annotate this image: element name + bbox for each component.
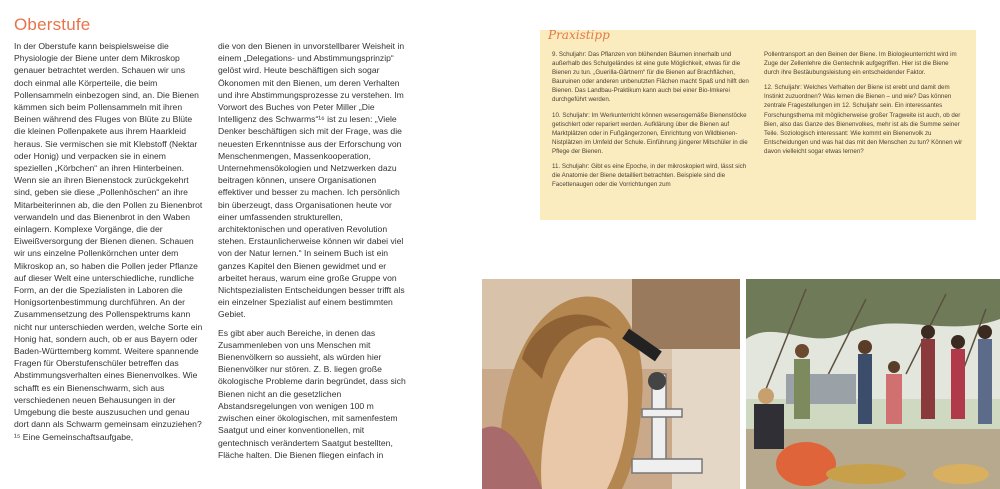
tip-column-2 bbox=[764, 50, 964, 162]
practice-tip-box bbox=[540, 30, 976, 220]
tip-paragraph: 10. Schuljahr: Im Werkunterricht können wesensgemäße Bienenstöcke getischlert oder repariert werden. Aufklärung über die Bienen auf Marktplätzen oder in Fußgängerzonen, Einrichtung von Wildbienen-Nistplätzen im Umfeld der Schule. Einführung jüngerer Mitschüler in die Pflege der Bienen. bbox=[552, 111, 748, 155]
tip-column-1 bbox=[552, 50, 752, 195]
paragraph: In der Oberstufe kann beispielsweise die Physiologie der Biene unter dem Mikroskop genauer betrachtet werden. Schauen wir uns doch einmal alle Körperteile, die beim Pollensammeln einbezogen sind, an. Die Bienen kämmen sich beim Pollensammeln mit ihren Beinen während des Fluges von Blüte zu Blüte die kleinen Pollenpakete aus ihrem Haarkleid heraus. Sie vermischen sie mit Klebstoff (Nektar oder Honig) und verpacken sie in einem speziellen „Körbchen“ an ihren Hinterbeinen. Wenn sie an ihren Bienenstock zurückgekehrt sind, geben sie diese „Pollenhöschen“ an ihre Mitarbeiterinnen ab, die den Pollen zu Bienenbrot verwandeln und das Bienenbrot in den Waben einlagern. Komplexe Vorgänge, die der Eiweißversorgung der Bienen dienen. Schauen wir uns einzelne Pollenkörnchen unter dem Mikroskop an, so haben die Pollen jeder Pflanze auf dieser Welt eine unterschiedliche, rundliche Form, an der die Spezialisten in Laboren die Honigsortenbestimmung durchführen. An der Zusammensetzung des Pollenspektrums kann nicht nur unterschieden werden, welche Sorte ein Honig hat, sondern auch, ob er aus Bayern oder Baden-Württemberg kommt. Weitere spannende Fragen für Oberstufenschüler betreffen das Abstimmungsverhalten eines Bienenvolkes. Wie schafft es ein Bienenschwarm, sich aus verschiedenen neuen Behausungen in der Umgebung die beste auszusuchen und genau dort dann als Schwarm gemeinsam einzuziehen?¹⁵ Eine Gemeinschaftsaufgabe, bbox=[14, 41, 203, 442]
text-column-1 bbox=[14, 40, 204, 449]
tip-paragraph: Pollentransport an den Beinen der Biene. Im Biologieunterricht wird im Zuge der Zellenlehre die Gentechnik aufgegriffen. Hier ist die Biene durch ihre Bestäubungsleistung ein entscheidender Faktor. bbox=[764, 51, 957, 77]
paragraph: Es gibt aber auch Bereiche, in denen das Zusammenleben von uns Menschen mit Bienenvölkern so aussieht, als würden hier Bienenvölker nur stören. Z. B. liegen große ökologische Probleme darin begründet, dass sich Bienen nicht an die gesetzlichen Abstandsregelungen von wenigen 100 m zwischen einer ökologischen, mit samenfestem Saatgut und einer konventionellen, mit gentechnisch verändertem Saatgut bestellten, Fläche halten. Die Bienen fliegen einfach in bbox=[218, 327, 406, 460]
students-outdoor-photo bbox=[746, 279, 1000, 489]
paragraph: die von den Bienen in unvorstellbarer Weisheit in einem „Delegations- und Abstimmungsprinzip“ gelöst wird. Heute beschäftigen sich sogar Ökonomen mit den Bienen, um deren Verhalten und ihre Abstimmungsprozesse zu verstehen. Im Vorwort des Buches von Peter Miller „Die Intelligenz des Schwarms“¹⁶ ist zu lesen: „Viele Denker beschäftigen sich mit der Frage, was die neuesten Erkenntnisse aus der Erforschung von Menschenmengen, Massenkooperation, Unternehmensökologien und Netzwerken dazu beitragen können, unsere Organisationen effektiver und besser zu machen. Ich persönlich bin überzeugt, dass Organisationen heute vor einer umfassenden strukturellen, architektonischen und operativen Revolution stehen. Erstaunlicherweise können wir dabei viel von der Natur lernen.“ In seinem Buch ist ein ganzes Kapitel den Bienen gewidmet und er arbeitet heraus, warum eine große Gruppe von Nichtspezialisten Entscheidungen besser trifft als ein einzelner Spezialist auf einem bestimmten Gebiet. bbox=[218, 41, 405, 320]
microscope-photo-illustration bbox=[482, 279, 740, 489]
tip-paragraph: 12. Schuljahr: Welches Verhalten der Biene ist erebt und damit dem Instinkt zuzuordnen? Was lernen die Bienen – und wie? Das können zentrale Fragestellungen im 12. Schuljahr sein. Ein interessantes Forschungsthema mit möglicherweise großer Tragweite ist auch, ob der Bien, also das Ganze des Bienenvolkes, mehr ist als die Summe seiner Teile. Soziologisch interessant: Wie kommt ein Bienenvolk zu Entscheidungen und was hat das mit den Menschen zu tun? Können wir davon vielleicht sogar etwas lernen? bbox=[764, 84, 963, 155]
tip-paragraph: 9. Schuljahr: Das Pflanzen von blühenden Bäumen innerhalb und außerhalb des Schulgeländes ist eine gute Möglichkeit, etwas für die Bienen zu tun. „Guerilla-Gärtnern“ für die Bienen auf Brachflächen, Bauruinen oder anderen unbenutzten Flächen macht Spaß und hilft den Bienen. Das Landbau-Praktikum kann auch bei einer Bio-Imkerei durchgeführt werden. bbox=[552, 51, 749, 104]
practice-tip-title: Praxistipp bbox=[548, 28, 610, 42]
text-column-2 bbox=[218, 40, 408, 467]
tip-paragraph: 11. Schuljahr: Gibt es eine Epoche, in der mikroskopiert wird, lässt sich die Anatomie der Biene detailliert betrachten. Beispiele sind die Facettenaugen oder die Vorrichtungen zum bbox=[552, 163, 747, 189]
page-heading: Oberstufe bbox=[14, 15, 91, 35]
microscope-photo bbox=[482, 279, 740, 489]
students-outdoor-illustration bbox=[746, 279, 1000, 489]
